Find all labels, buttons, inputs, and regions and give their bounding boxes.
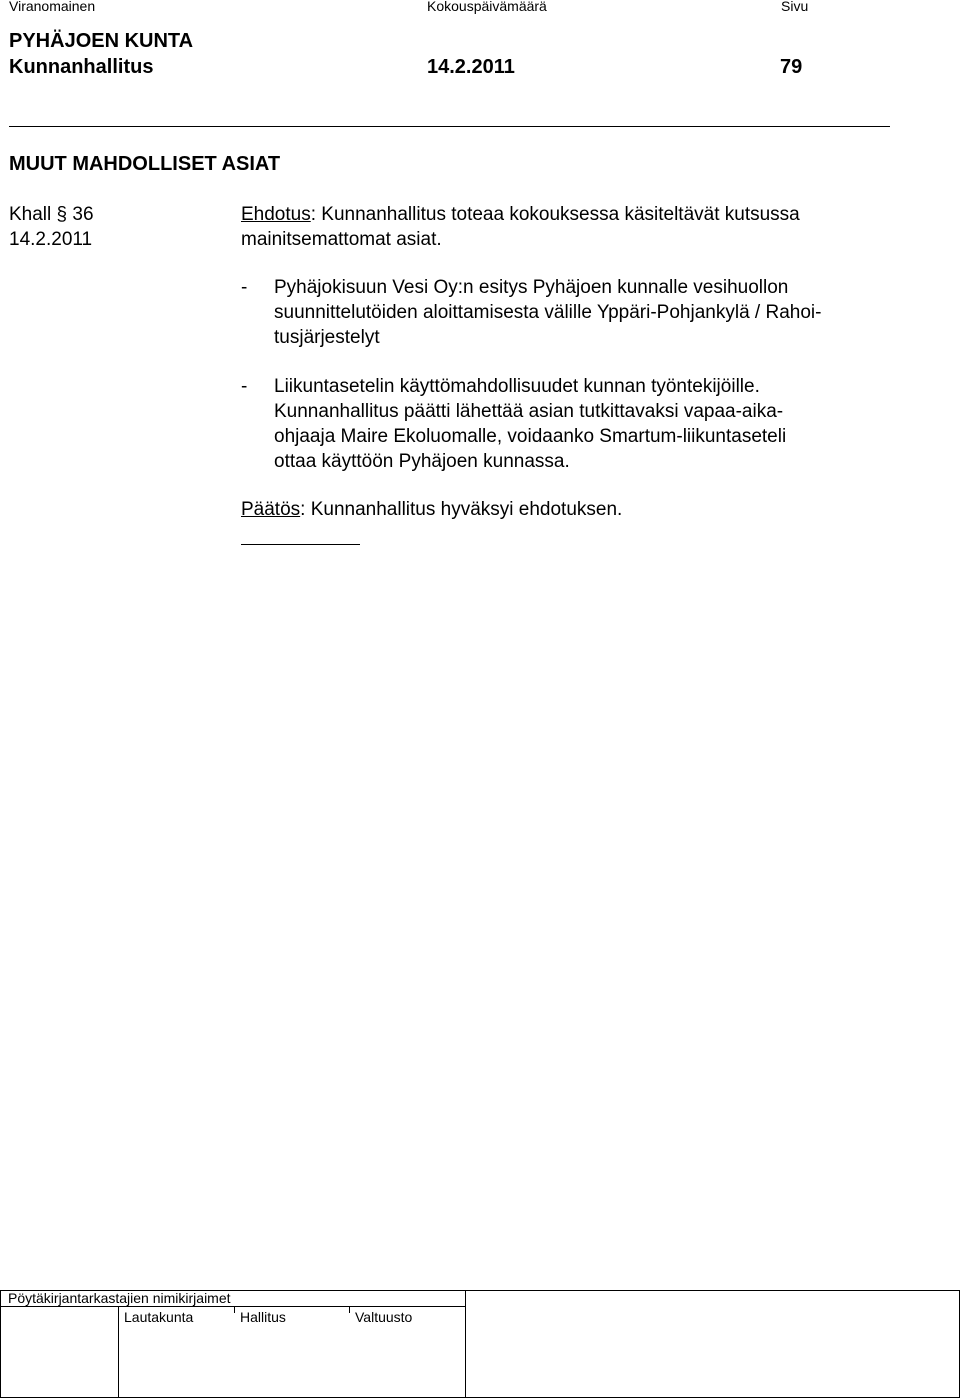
- proposal-text: : Kunnanhallitus toteaa kokouksessa käsiteltävät kutsussa: [310, 204, 800, 225]
- bullet-line: Pyhäjokisuun Vesi Oy:n esitys Pyhäjoen kunnalle vesihuollon: [274, 277, 789, 298]
- proposal-line2: mainitsemattomat asiat.: [241, 229, 442, 250]
- body-name: Kunnanhallitus: [9, 56, 154, 78]
- footer-column-hallitus: Hallitus: [240, 1309, 286, 1325]
- proposal-label: Ehdotus: [241, 204, 311, 225]
- footer-divider: [349, 1307, 350, 1313]
- footer-divider: [234, 1307, 235, 1313]
- end-rule: [241, 544, 360, 545]
- decision: [241, 498, 622, 523]
- header-label-page: Sivu: [781, 0, 809, 14]
- municipality-name: PYHÄJOEN KUNTA: [9, 30, 194, 52]
- decision-text: : Kunnanhallitus hyväksyi ehdotuksen.: [300, 499, 623, 520]
- meeting-date: 14.2.2011: [427, 56, 515, 78]
- bullet-line: suunnittelutöiden aloittamisesta välille Yppäri-Pohjankylä / Rahoi-: [274, 302, 822, 323]
- header-label-meeting-date: Kokouspäivämäärä: [427, 0, 547, 14]
- bullet-line: ottaa käyttöön Pyhäjoen kunnassa.: [274, 451, 570, 472]
- item-reference-date: 14.2.2011: [9, 229, 93, 250]
- footer-divider: [118, 1307, 119, 1397]
- item-reference: Khall § 36: [9, 204, 94, 225]
- bullet-line: tusjärjestelyt: [274, 327, 380, 348]
- bullet-line: Kunnanhallitus päätti lähettää asian tutkittavaksi vapaa-aika-: [274, 401, 784, 422]
- section-title: MUUT MAHDOLLISET ASIAT: [9, 153, 281, 175]
- header-rule: [9, 126, 890, 127]
- proposal-line1: [241, 203, 800, 228]
- footer-column-valtuusto: Valtuusto: [355, 1309, 413, 1325]
- page-number: 79: [780, 56, 803, 78]
- bullet-line: Liikuntasetelin käyttömahdollisuudet kunnan työntekijöille.: [274, 376, 760, 397]
- decision-label: Päätös: [241, 499, 301, 520]
- footer-signature-box: [0, 1290, 960, 1398]
- footer-column-lautakunta: Lautakunta: [124, 1309, 194, 1325]
- bullet-dash: -: [241, 376, 248, 397]
- footer-title: Pöytäkirjantarkastajien nimikirjaimet: [8, 1290, 231, 1306]
- header-label-officer: Viranomainen: [9, 0, 96, 14]
- bullet-dash: -: [241, 277, 248, 298]
- bullet-line: ohjaaja Maire Ekoluomalle, voidaanko Smartum-liikuntaseteli: [274, 426, 787, 447]
- footer-divider: [465, 1307, 466, 1397]
